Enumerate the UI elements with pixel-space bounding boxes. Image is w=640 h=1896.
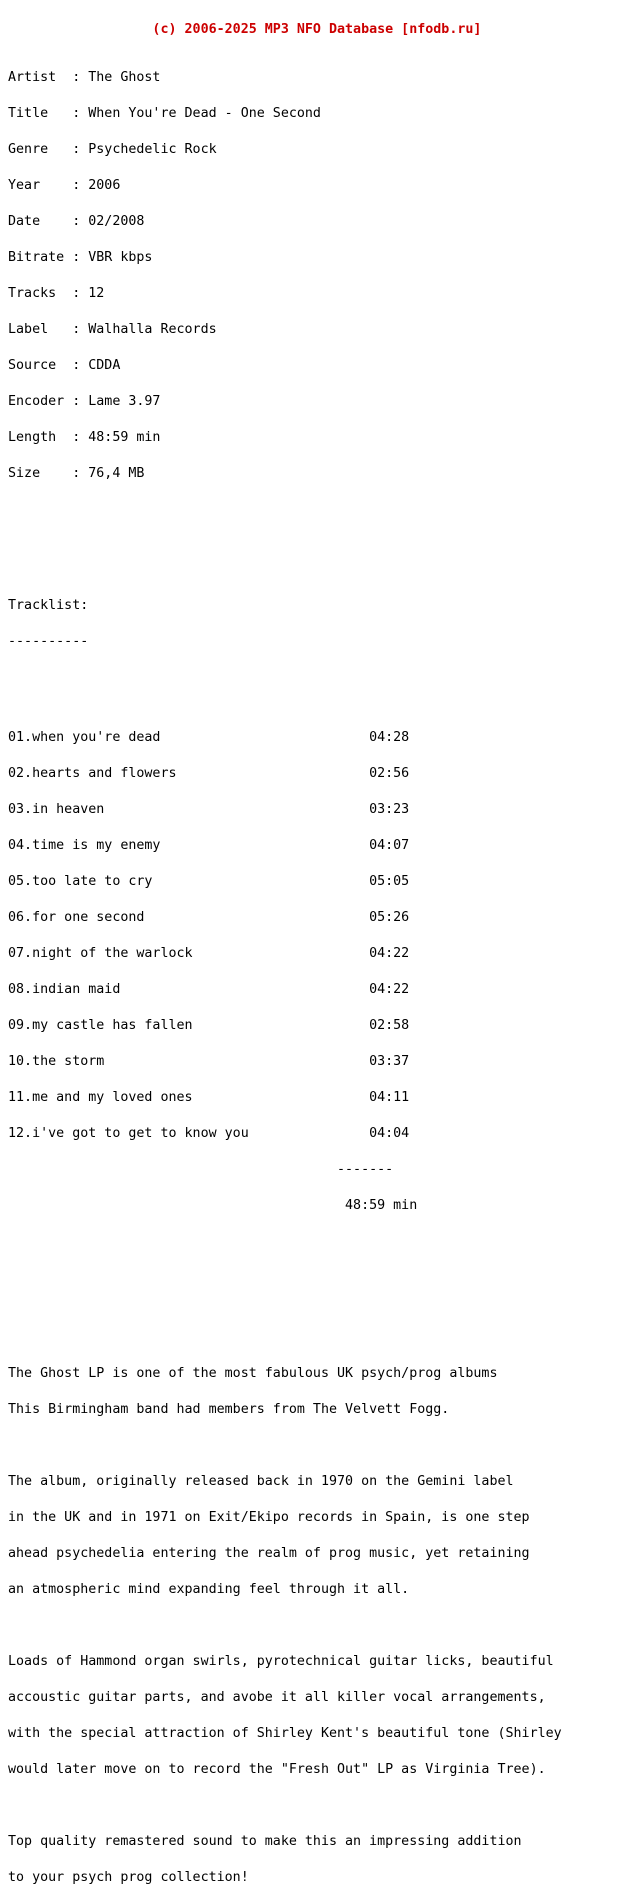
spacer <box>8 516 562 528</box>
track-row: 06.for one second 05:26 <box>8 910 410 925</box>
description-line: Loads of Hammond organ swirls, pyrotechnical guitar licks, beautiful <box>8 1654 554 1669</box>
info-tracks: Tracks : 12 <box>8 286 105 301</box>
track-row: 04.time is my enemy 04:07 <box>8 838 410 853</box>
description-line: an atmospheric mind expanding feel through it all. <box>8 1582 410 1597</box>
track-row: 11.me and my loved ones 04:11 <box>8 1090 410 1105</box>
info-bitrate: Bitrate : VBR kbps <box>8 250 153 265</box>
spacer <box>8 1800 562 1812</box>
track-row: 01.when you're dead 04:28 <box>8 730 410 745</box>
info-genre: Genre : Psychedelic Rock <box>8 142 217 157</box>
track-row: 12.i've got to get to know you 04:04 <box>8 1126 410 1141</box>
info-date: Date : 02/2008 <box>8 214 145 229</box>
description-line: The Ghost LP is one of the most fabulous UK psych/prog albums <box>8 1366 498 1381</box>
tracklist-heading: Tracklist: <box>8 598 89 613</box>
spacer <box>8 1620 562 1632</box>
copyright-banner: (c) 2006-2025 MP3 NFO Database [nfodb.ru] <box>8 22 482 37</box>
spacer <box>8 684 562 696</box>
description-line: would later move on to record the "Fresh Out" LP as Virginia Tree). <box>8 1762 546 1777</box>
track-row: 07.night of the warlock 04:22 <box>8 946 410 961</box>
description-line: accoustic guitar parts, and avobe it all killer vocal arrangements, <box>8 1690 546 1705</box>
track-row: 10.the storm 03:37 <box>8 1054 410 1069</box>
description-line: The album, originally released back in 1970 on the Gemini label <box>8 1474 514 1489</box>
spacer <box>8 1284 562 1296</box>
spacer <box>8 1248 562 1260</box>
description-line: with the special attraction of Shirley Kent's beautiful tone (Shirley <box>8 1726 562 1741</box>
spacer <box>8 1320 562 1332</box>
spacer <box>8 552 562 564</box>
description-line: Top quality remastered sound to make this an impressing addition <box>8 1834 522 1849</box>
total-rule: ------- <box>8 1162 394 1177</box>
info-artist: Artist : The Ghost <box>8 70 161 85</box>
info-title: Title : When You're Dead - One Second <box>8 106 321 121</box>
info-label: Label : Walhalla Records <box>8 322 217 337</box>
total-length: 48:59 min <box>8 1198 418 1213</box>
track-row: 09.my castle has fallen 02:58 <box>8 1018 410 1033</box>
tracklist-rule: ---------- <box>8 634 89 649</box>
info-encoder: Encoder : Lame 3.97 <box>8 394 161 409</box>
track-row: 05.too late to cry 05:05 <box>8 874 410 889</box>
track-row: 08.indian maid 04:22 <box>8 982 410 997</box>
track-row: 03.in heaven 03:23 <box>8 802 410 817</box>
info-year: Year : 2006 <box>8 178 121 193</box>
info-source: Source : CDDA <box>8 358 121 373</box>
nfo-document <box>8 0 562 1896</box>
info-length: Length : 48:59 min <box>8 430 161 445</box>
description-line: in the UK and in 1971 on Exit/Ekipo records in Spain, is one step <box>8 1510 530 1525</box>
description-line: This Birmingham band had members from The Velvett Fogg. <box>8 1402 450 1417</box>
track-row: 02.hearts and flowers 02:56 <box>8 766 410 781</box>
spacer <box>8 1440 562 1452</box>
info-size: Size : 76,4 MB <box>8 466 145 481</box>
description-line: to your psych prog collection! <box>8 1870 249 1885</box>
description-line: ahead psychedelia entering the realm of prog music, yet retaining <box>8 1546 530 1561</box>
